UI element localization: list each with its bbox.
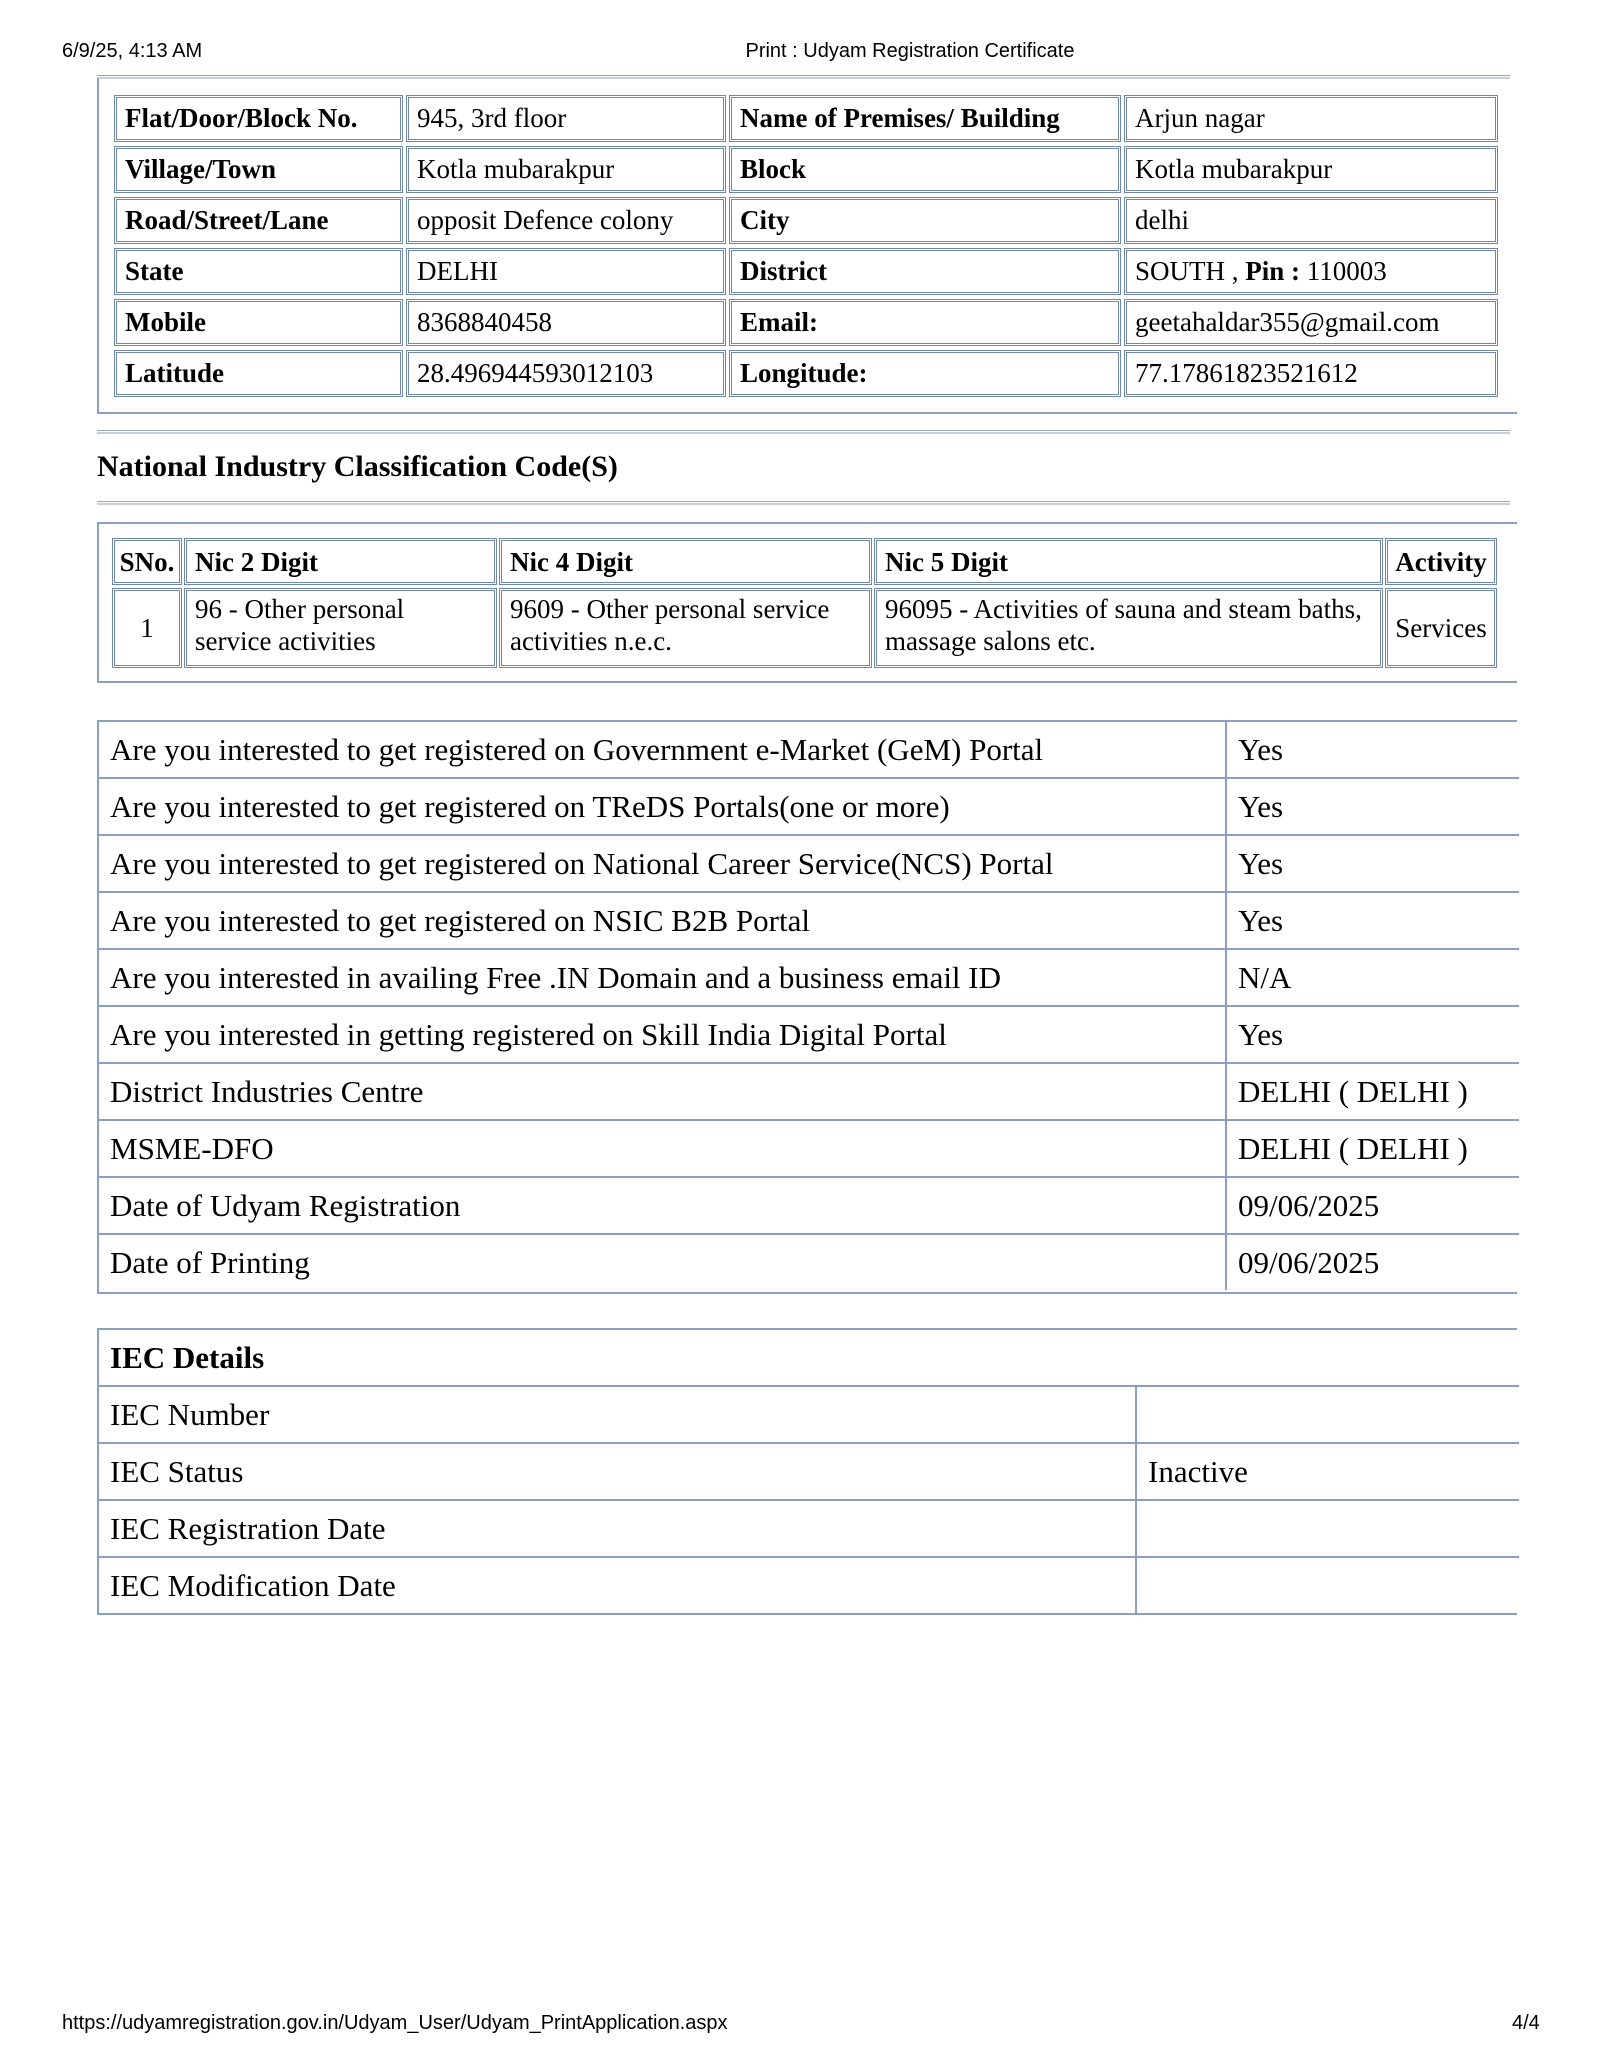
pin-value: 110003 xyxy=(1306,256,1387,286)
row-question: Date of Udyam Registration xyxy=(99,1178,1227,1233)
latitude-value: 28.496944593012103 xyxy=(406,350,726,397)
state-label: State xyxy=(114,248,403,295)
table-row xyxy=(99,893,1519,950)
longitude-label: Longitude: xyxy=(729,350,1121,397)
iec-label: IEC Registration Date xyxy=(99,1501,1137,1556)
row-question: Are you interested to get registered on National Career Service(NCS) Portal xyxy=(99,836,1227,891)
flat-value: 945, 3rd floor xyxy=(406,95,726,142)
page-number: 4/4 xyxy=(1512,2012,1540,2034)
nic-header-2digit: Nic 2 Digit xyxy=(184,538,497,585)
nic-row-2digit: 96 - Other personal service activities xyxy=(184,588,497,668)
row-answer: 09/06/2025 xyxy=(1238,1188,1380,1223)
nic-row-4digit: 9609 - Other personal service activities n.e.c. xyxy=(499,588,872,668)
table-row xyxy=(99,1444,1519,1501)
table-row xyxy=(99,722,1519,779)
row-answer: 09/06/2025 xyxy=(1238,1245,1380,1280)
table-row xyxy=(99,1064,1519,1121)
email-label: Email: xyxy=(729,299,1121,346)
village-value: Kotla mubarakpur xyxy=(406,146,726,193)
row-answer: DELHI ( DELHI ) xyxy=(1238,1074,1468,1109)
nic-row-activity: Services xyxy=(1385,588,1497,668)
table-row xyxy=(99,779,1519,836)
table-row xyxy=(99,1558,1519,1615)
pin-label: Pin : xyxy=(1245,256,1301,286)
row-question: MSME-DFO xyxy=(99,1121,1227,1176)
row-question: Date of Printing xyxy=(99,1235,1227,1290)
state-value: DELHI xyxy=(406,248,726,295)
table-row xyxy=(99,1178,1519,1235)
iec-label: IEC Number xyxy=(99,1387,1137,1442)
iec-title: IEC Details xyxy=(99,1330,1519,1387)
table-row xyxy=(99,950,1519,1007)
section-divider-bottom xyxy=(97,501,1510,505)
iec-value: Inactive xyxy=(1148,1454,1248,1489)
iec-details-table xyxy=(97,1328,1517,1615)
nic-row-5digit: 96095 - Activities of sauna and steam baths, massage salons etc. xyxy=(874,588,1383,668)
road-label: Road/Street/Lane xyxy=(114,197,403,244)
road-value: opposit Defence colony xyxy=(406,197,726,244)
district-label: District xyxy=(729,248,1121,295)
table-row xyxy=(99,1007,1519,1064)
nic-header-5digit: Nic 5 Digit xyxy=(874,538,1383,585)
row-question: Are you interested to get registered on Government e-Market (GeM) Portal xyxy=(99,722,1227,777)
registration-details-table xyxy=(97,720,1517,1294)
print-title: Print : Udyam Registration Certificate xyxy=(745,40,1075,62)
table-row xyxy=(99,1387,1519,1444)
row-answer: Yes xyxy=(1238,789,1284,824)
village-label: Village/Town xyxy=(114,146,403,193)
mobile-value: 8368840458 xyxy=(406,299,726,346)
mobile-label: Mobile xyxy=(114,299,403,346)
row-answer: Yes xyxy=(1238,732,1284,767)
iec-label: IEC Status xyxy=(99,1444,1137,1499)
print-url: https://udyamregistration.gov.in/Udyam_User/Udyam_PrintApplication.aspx xyxy=(62,2012,728,2034)
city-label: City xyxy=(729,197,1121,244)
iec-label: IEC Modification Date xyxy=(99,1558,1137,1613)
nic-row-sno: 1 xyxy=(112,588,182,668)
row-question: Are you interested in availing Free .IN Domain and a business email ID xyxy=(99,950,1227,1005)
district-value: SOUTH , xyxy=(1135,256,1239,286)
iec-value xyxy=(1137,1387,1519,1442)
table-row xyxy=(99,1501,1519,1558)
district-pin-cell xyxy=(1124,248,1498,295)
row-question: Are you interested to get registered on TReDS Portals(one or more) xyxy=(99,779,1227,834)
row-question: District Industries Centre xyxy=(99,1064,1227,1119)
nic-header-4digit: Nic 4 Digit xyxy=(499,538,872,585)
block-value: Kotla mubarakpur xyxy=(1124,146,1498,193)
nic-header-activity: Activity xyxy=(1385,538,1497,585)
flat-label: Flat/Door/Block No. xyxy=(114,95,403,142)
row-answer: DELHI ( DELHI ) xyxy=(1238,1131,1468,1166)
nic-table xyxy=(97,522,1517,683)
row-answer: N/A xyxy=(1238,960,1292,995)
table-row xyxy=(99,836,1519,893)
city-value: delhi xyxy=(1124,197,1498,244)
latitude-label: Latitude xyxy=(114,350,403,397)
premises-value: Arjun nagar xyxy=(1124,95,1498,142)
iec-value xyxy=(1137,1558,1519,1613)
print-datetime: 6/9/25, 4:13 AM xyxy=(62,40,203,62)
table-row xyxy=(99,1235,1519,1292)
iec-value xyxy=(1137,1501,1519,1556)
table-row xyxy=(99,1121,1519,1178)
nic-header-sno: SNo. xyxy=(112,538,182,585)
nic-section-title: National Industry Classification Code(S) xyxy=(97,450,618,483)
section-divider-top xyxy=(97,430,1510,434)
row-answer: Yes xyxy=(1238,903,1284,938)
row-question: Are you interested in getting registered on Skill India Digital Portal xyxy=(99,1007,1227,1062)
block-label: Block xyxy=(729,146,1121,193)
address-panel xyxy=(97,78,1517,414)
longitude-value: 77.17861823521612 xyxy=(1124,350,1498,397)
row-answer: Yes xyxy=(1238,846,1284,881)
row-answer: Yes xyxy=(1238,1017,1284,1052)
email-value: geetahaldar355@gmail.com xyxy=(1124,299,1498,346)
premises-label: Name of Premises/ Building xyxy=(729,95,1121,142)
row-question: Are you interested to get registered on NSIC B2B Portal xyxy=(99,893,1227,948)
